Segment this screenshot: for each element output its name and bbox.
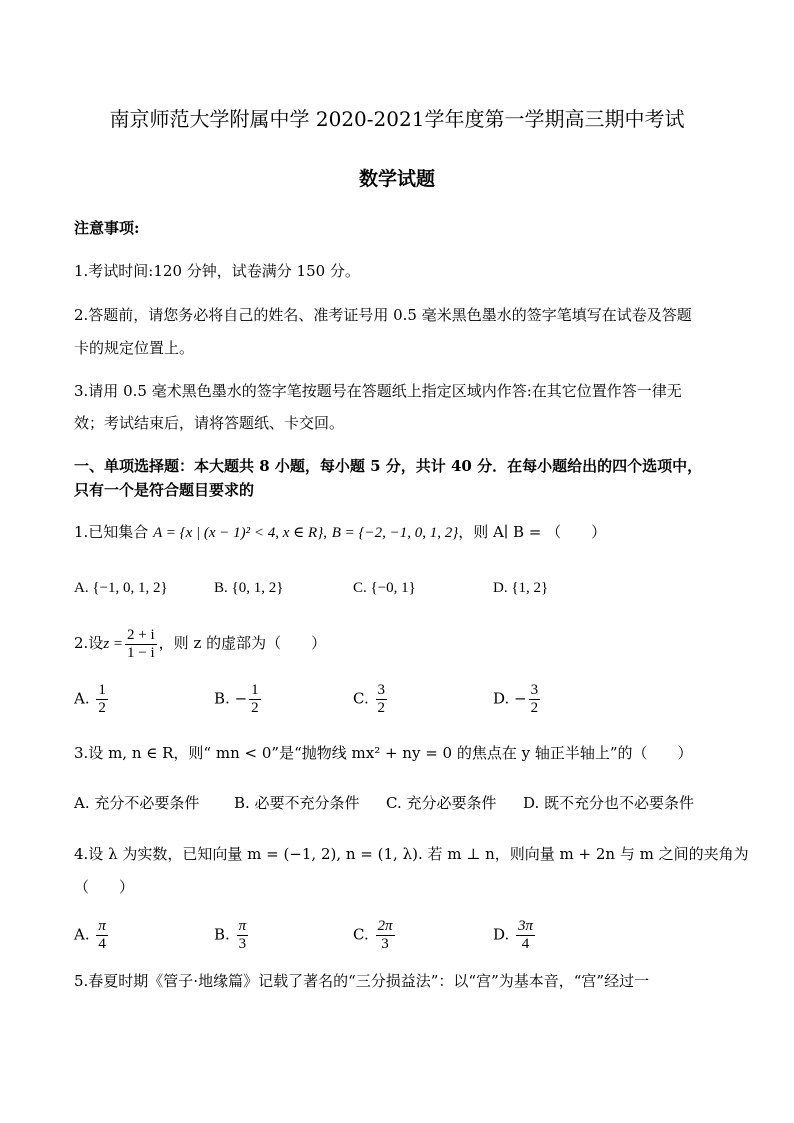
q4-option-c-den: 3 [381,936,389,952]
q2-option-b [214,682,263,717]
q2-numerator: 2 + i [127,626,155,643]
q4-option-b-den: 3 [238,936,247,952]
q2-option-c-fraction [376,682,388,717]
q3-option-b: B. 必要不充分条件 [234,794,360,812]
q2-option-d [493,682,542,717]
q2-option-a-fraction [96,682,108,717]
q2-option-c-label: C. [353,689,369,708]
q2-fraction [125,627,157,662]
q2-prefix: 2.设 [74,634,104,652]
q4-option-a-label: A. [74,925,90,944]
q2-option-c-den: 2 [377,700,385,716]
q1-option-a: A. {−1, 0, 1, 2} [74,580,168,596]
q4-option-c-label: C. [353,925,369,944]
q4-option-c [353,918,397,953]
q1-option-d: D. {1, 2} [493,580,549,596]
notice-item-2-line-2: 卡的规定位置上。 [74,339,195,357]
q3-option-c: C. 充分必要条件 [386,794,497,812]
q2-option-a [74,682,110,717]
q4-option-d-label: D. [493,925,510,944]
q2-option-c [353,682,389,717]
q4-option-d-num: 3π [518,918,534,934]
q4-option-c-fraction [376,918,395,953]
q1-option-b: B. {0, 1, 2} [214,580,284,596]
q2-option-d-fraction [529,682,541,717]
q2-option-a-den: 2 [98,700,106,716]
q2-option-d-sign: − [514,689,527,708]
q3-option-d: D. 既不充分也不必要条件 [523,794,695,812]
question-1: 1.已知集合 A = {x | (x − 1)² < 4, x ∈ R}, B = {−2, −1, 0, 1, 2}，则 A∣ B = （ ） [74,523,607,541]
q4-option-d [493,918,537,953]
q4-option-b-fraction [237,918,249,953]
q4-option-a-den: 4 [98,936,106,952]
q1-prefix: 1.已知集合 [74,523,149,541]
notice-item-1: 1.考试时间:120 分钟，试卷满分 150 分。 [74,262,360,280]
q1-suffix: ，则 A∣ B = （ ） [458,523,607,541]
page-title: 南京师范大学附属中学 2020-2021学年度第一学期高三期中考试 [109,107,685,131]
q2-option-b-sign: − [234,689,248,708]
q4-option-c-num: 2π [377,918,393,934]
q2-option-a-label: A. [74,689,90,708]
section-heading-line-1: 一、单项选择题：本大题共 8 小题，每小题 5 分，共计 40 分．在每小题给出的四个选项中， [74,457,703,475]
q4-option-a [74,918,110,953]
q2-option-b-num: 1 [251,682,259,698]
q2-option-c-num: 3 [377,682,385,698]
notice-item-3-line-2: 效；考试结束后，请将答题纸、卡交回。 [74,414,345,432]
notice-heading: 注意事项: [74,219,140,237]
notice-item-2-line-1: 2.答题前，请您务必将自己的姓名、准考证号用 0.5 毫米黑色墨水的签字笔填写在试卷及答题 [74,306,692,324]
q2-option-b-den: 2 [251,700,259,716]
question-5: 5.春夏时期《管子·地缘篇》记载了著名的“三分损益法”：以“宫”为基本音，“宫”经过一 [74,972,650,990]
q2-option-d-den: 2 [530,700,539,716]
q4-option-b-label: B. [214,925,230,944]
q2-suffix: ，则 z 的虚部为（ ） [158,634,327,652]
q4-option-d-den: 4 [521,936,530,952]
q4-option-a-num: π [98,918,106,934]
question-3: 3.设 m, n ∈ R，则“ mn < 0”是“抛物线 mx² + ny = 0 的焦点在 y 轴正半轴上”的（ ） [74,744,693,762]
q2-option-a-num: 1 [98,682,106,698]
q4-option-d-fraction [516,918,535,953]
q2-denominator: 1 − i [127,644,155,661]
q3-option-a: A. 充分不必要条件 [74,794,200,812]
notice-item-3-line-1: 3.请用 0.5 毫术黑色墨水的签字笔按题号在答题纸上指定区域内作答:在其它位置作答一律无 [74,382,682,400]
q4-option-a-fraction [96,918,108,953]
question-4-line-2: （ ） [74,878,135,896]
q1-option-c: C. {−0, 1} [353,580,416,596]
q2-option-d-num: 3 [530,682,539,698]
q4-option-b [214,918,250,953]
section-heading-line-2: 只有一个是符合题目要求的 [74,481,255,499]
q1-set-b: B = {−2, −1, 0, 1, 2} [331,525,459,541]
page-subtitle: 数学试题 [358,168,435,190]
q1-set-a: A = {x | (x − 1)² < 4, x ∈ R} [153,525,324,541]
question-4-line-1: 4.设 λ 为实数，已知向量 m = (−1, 2), n = (1, λ). 若 m ⊥ n，则向量 m + 2n 与 m 之间的夹角为 [74,845,749,863]
q2-z: z = [103,636,124,652]
q2-option-d-label: D. [493,689,510,708]
q2-option-b-label: B. [214,689,230,708]
q2-option-b-fraction [249,682,261,717]
q4-option-b-num: π [238,918,247,934]
question-2 [74,626,326,662]
